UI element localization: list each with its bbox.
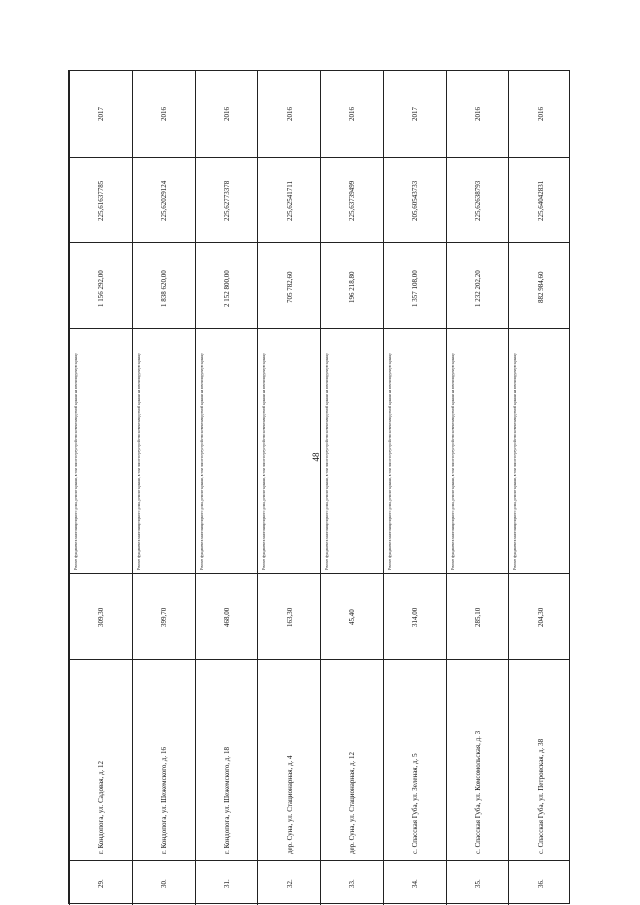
row-cost: 1 156 292,00 — [97, 269, 106, 307]
row-year: 2016 — [348, 107, 357, 122]
row-cost: 882 984,60 — [536, 271, 545, 303]
row-cost: 705 782,60 — [285, 271, 294, 303]
row-area: 399,70 — [160, 607, 169, 627]
row-address: дер. Суна, ул. Стационарная, д. 4 — [285, 755, 294, 854]
row-area: 45,40 — [348, 609, 357, 625]
row-number: 30. — [160, 879, 169, 888]
row-code: 225,62773378 — [222, 180, 231, 222]
row-address: с. Спасская Губа, ул. Комсомольская, д. 3 — [473, 730, 482, 854]
row-address: г. Кондопога, ул. Садовая, д. 12 — [97, 760, 106, 854]
row-year: 2016 — [285, 107, 294, 122]
table-row — [69, 71, 132, 905]
row-code: 225,61637785 — [97, 180, 106, 222]
row-year: 2017 — [411, 107, 420, 122]
row-address: дер. Суна, ул. Стационарная, д. 12 — [348, 751, 357, 854]
row-cost: 196 218,80 — [348, 271, 357, 303]
row-number: 31. — [222, 879, 231, 888]
row-number: 36. — [536, 879, 545, 888]
row-description: Ремонт фундамента многоквартирного дома, ремонт крыши, в том числе переустройство невентилируемой крыши на вентилируемую крышу — [513, 353, 518, 570]
row-code: 225,63739499 — [348, 180, 357, 222]
document-table — [68, 70, 570, 904]
row-code: 225,62029124 — [160, 180, 169, 222]
row-area: 285,10 — [473, 607, 482, 627]
row-description: Ремонт фундамента многоквартирного дома, ремонт крыши, в том числе переустройство невентилируемой крыши на вентилируемую крышу — [325, 353, 329, 570]
row-year: 2016 — [160, 107, 169, 122]
table-row — [508, 71, 571, 905]
row-address: г. Кондопога, ул. Шежемского, д. 18 — [222, 747, 231, 854]
row-cost: 1 838 620,00 — [160, 269, 169, 307]
row-description: Ремонт фундамента многоквартирного дома, ремонт крыши, в том числе переустройство невентилируемой крыши на вентилируемую крышу — [74, 353, 78, 570]
row-number: 35. — [473, 879, 482, 888]
row-description: Ремонт фундамента многоквартирного дома, ремонт крыши, в том числе переустройство невентилируемой крыши на вентилируемую крышу — [199, 353, 204, 570]
row-area: 468,00 — [222, 607, 231, 627]
row-description: Ремонт фундамента многоквартирного дома, ремонт крыши, в том числе переустройство невентилируемой крыши на вентилируемую крышу — [136, 353, 141, 570]
row-address: г. Кондопога, ул. Шежемского, д. 16 — [160, 747, 169, 854]
row-cost: 1 357 108,00 — [411, 269, 420, 307]
table-row — [446, 71, 509, 905]
row-year: 2016 — [536, 107, 545, 122]
row-number: 34. — [411, 879, 420, 888]
table-row — [320, 71, 383, 905]
row-cost: 2 152 800,00 — [222, 269, 231, 307]
row-address: с. Спасская Губа, ул. Петровская, д. 38 — [536, 738, 545, 854]
row-area: 314,00 — [411, 607, 420, 627]
row-description: Ремонт фундамента многоквартирного дома, ремонт крыши, в том числе переустройство невентилируемой крыши на вентилируемую крышу — [450, 353, 455, 570]
row-cost: 1 232 202,20 — [473, 269, 482, 307]
row-area: 163,30 — [285, 607, 294, 627]
row-code: 225,64042831 — [536, 180, 545, 222]
row-code: 225,62541711 — [285, 181, 294, 222]
row-code: 225,62638793 — [473, 180, 482, 222]
row-description: Ремонт фундамента многоквартирного дома, ремонт крыши, в том числе переустройство невентилируемой крыши на вентилируемую крышу — [262, 353, 267, 570]
table-row — [132, 71, 195, 905]
table-row — [195, 71, 258, 905]
page-number: 48 — [311, 452, 321, 462]
table-row — [383, 71, 446, 905]
row-area: 204,30 — [536, 607, 545, 627]
table-row — [257, 71, 320, 905]
row-year: 2017 — [97, 107, 106, 122]
row-code: 205,60543733 — [411, 180, 420, 222]
row-number: 33. — [348, 879, 357, 888]
row-number: 32. — [285, 879, 294, 888]
row-area: 309,30 — [97, 607, 106, 627]
row-year: 2016 — [473, 107, 482, 122]
row-number: 29. — [97, 879, 106, 888]
row-year: 2016 — [222, 107, 231, 122]
row-address: с. Спасская Губа, ул. Зеленая, д. 5 — [411, 753, 420, 854]
row-description: Ремонт фундамента многоквартирного дома, ремонт крыши, в том числе переустройство невентилируемой крыши на вентилируемую крышу — [387, 353, 392, 570]
